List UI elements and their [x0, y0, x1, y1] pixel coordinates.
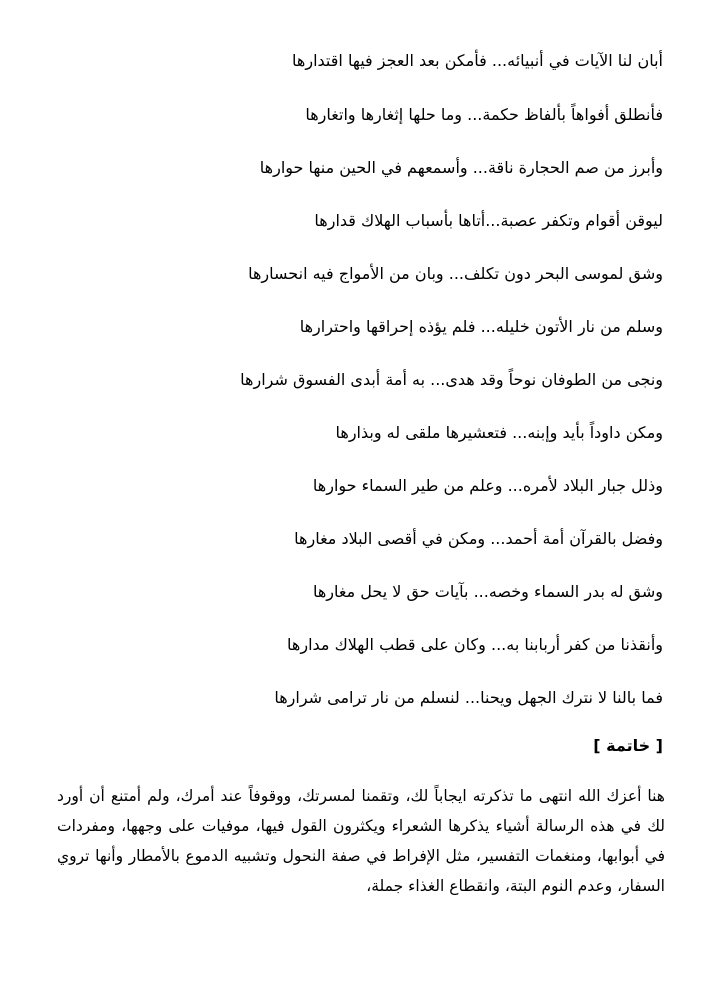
poem-line-13: فما بالنا لا نترك الجهل ويحنا... لنسلم من نار ترامى شرارها: [274, 688, 663, 707]
poem-line-9: وذلل جبار البلاد لأمره... وعلم من طير السماء حوارها: [312, 476, 663, 495]
poem-line-1: أبان لنا الآيات في أنبيائه... فأمكن بعد العجز فيها اقتدارها: [292, 51, 663, 70]
poem-line-11: وشق له بدر السماء وخصه... بآيات حق لا يحل مغارها: [312, 582, 663, 601]
poem-line-8: ومكن داوداً بأيد وإبنه... فتعشيرها ملقى له وبذارها: [335, 423, 663, 442]
closing-heading: [ خاتمة ]: [593, 736, 663, 755]
poem-line-12: وأنقذنا من كفر أربابنا به... وكان على قطب الهلاك مدارها: [287, 635, 663, 654]
poem-line-10: وفضل بالقرآن أمة أحمد... ومكن في أقصى البلاد مغارها: [294, 529, 663, 548]
poem-line-3: وأبرز من صم الحجارة ناقة... وأسمعهم في الحين منها حوارها: [259, 158, 663, 177]
poem-line-5: وشق لموسى البحر دون تكلف... وبان من الأمواج فيه انحسارها: [248, 264, 663, 283]
poem-line-2: فأنطلق أفواهاً بألفاظ حكمة... وما حلها إثغارها واتغارها: [305, 105, 663, 124]
closing-paragraph: هنا أعزك الله انتهى ما تذكرته ايجاباً لك، وتقمنا لمسرتك، ووقوفاً عند أمرك، ولم أمتنع أن أورد لك في هذه الرسالة أشياء يذكرها الشعراء ويكثرون القول فيها، موفيات على وجهها، ومفردات في أبوابها، ومنغمات التفسير، مثل الإفراط في صفة النحول وتشبيه الدموع بالأمطار وأنها تروي السفار، وعدم النوم البتة، وانقطاع الغذاء جملة،: [57, 787, 665, 895]
poem-line-7: ونجى من الطوفان نوحاً وقد هدى... به أمة أبدى الفسوق شرارها: [240, 370, 663, 389]
poem-line-6: وسلم من نار الأتون خليله... فلم يؤذه إحراقها واحترارها: [299, 317, 663, 336]
poem-line-4: ليوقن أقوام وتكفر عصبة...أتاها بأسباب الهلاك قدارها: [314, 211, 663, 230]
